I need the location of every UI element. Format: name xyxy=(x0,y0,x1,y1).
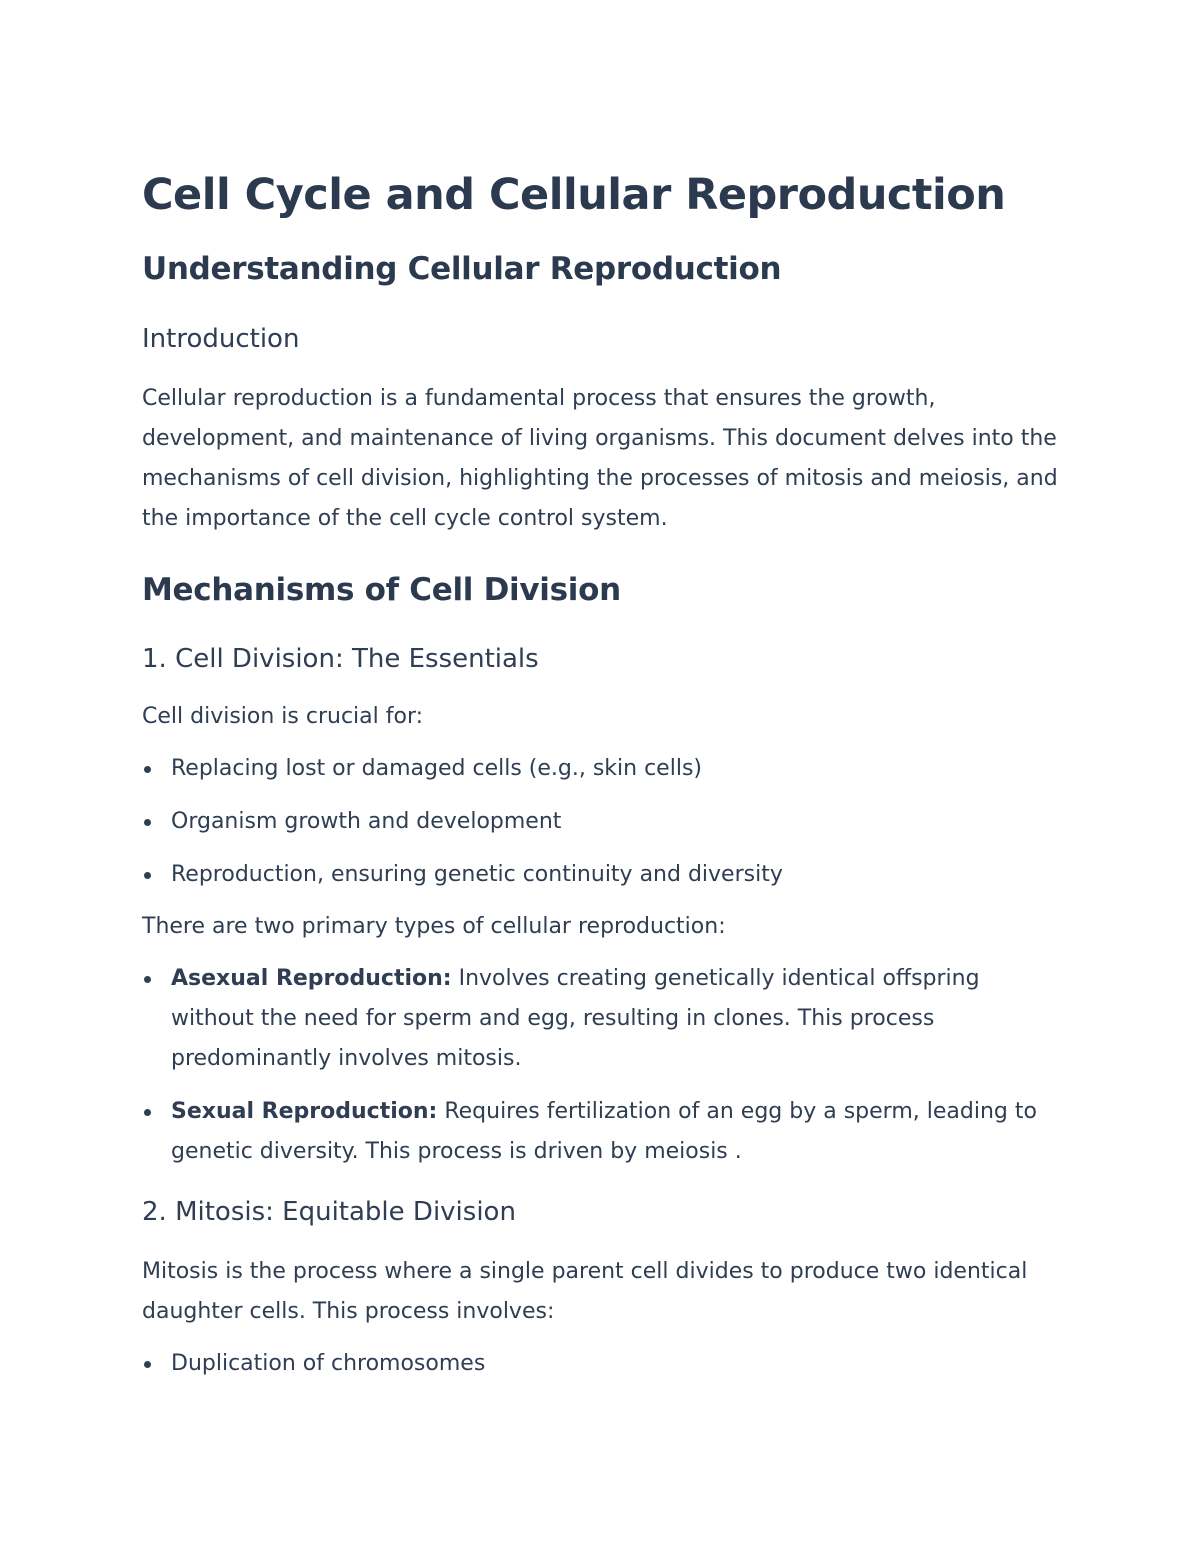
list-item-asexual xyxy=(142,959,1062,1079)
cell-division-lead: Cell division is crucial for: xyxy=(142,704,424,729)
list-item-sexual xyxy=(142,1092,1062,1172)
document-title: Cell Cycle and Cellular Reproduction xyxy=(142,170,1006,220)
subsection-heading-mitosis: 2. Mitosis: Equitable Division xyxy=(142,1197,516,1227)
reproduction-types-lead: There are two primary types of cellular reproduction: xyxy=(142,914,726,939)
description-asexual: Involves creating genetically identical offspring without the need for sperm and egg, resulting in clones. This process predominantly involves mitosis. xyxy=(171,966,980,1071)
document-page xyxy=(142,160,1062,1384)
term-sexual: Sexual Reproduction: xyxy=(171,1099,438,1124)
mitosis-list xyxy=(142,1344,1062,1384)
cell-division-list xyxy=(142,749,1062,895)
mitosis-paragraph: Mitosis is the process where a single parent cell divides to produce two identical daughter cells. This process involves: xyxy=(142,1259,1028,1324)
list-item: Replacing lost or damaged cells (e.g., skin cells) xyxy=(142,749,1062,789)
list-item: Organism growth and development xyxy=(142,802,1062,842)
reproduction-types-list xyxy=(142,959,1062,1172)
list-item: Reproduction, ensuring genetic continuity and diversity xyxy=(142,855,1062,895)
list-item: Duplication of chromosomes xyxy=(142,1344,1062,1384)
intro-paragraph: Cellular reproduction is a fundamental process that ensures the growth, development, and maintenance of living organisms. This document delves into the mechanisms of cell division, highlighting the processes of mitosis and meiosis, and the importance of the cell cycle control system. xyxy=(142,386,1058,531)
term-asexual: Asexual Reproduction: xyxy=(171,966,452,991)
subsection-heading-cell-division: 1. Cell Division: The Essentials xyxy=(142,644,539,674)
section-heading-mechanisms: Mechanisms of Cell Division xyxy=(142,572,621,608)
section-heading-understanding: Understanding Cellular Reproduction xyxy=(142,251,782,287)
description-sexual: Requires fertilization of an egg by a sperm, leading to genetic diversity. This process is driven by meiosis . xyxy=(171,1099,1037,1164)
intro-heading: Introduction xyxy=(142,324,300,354)
